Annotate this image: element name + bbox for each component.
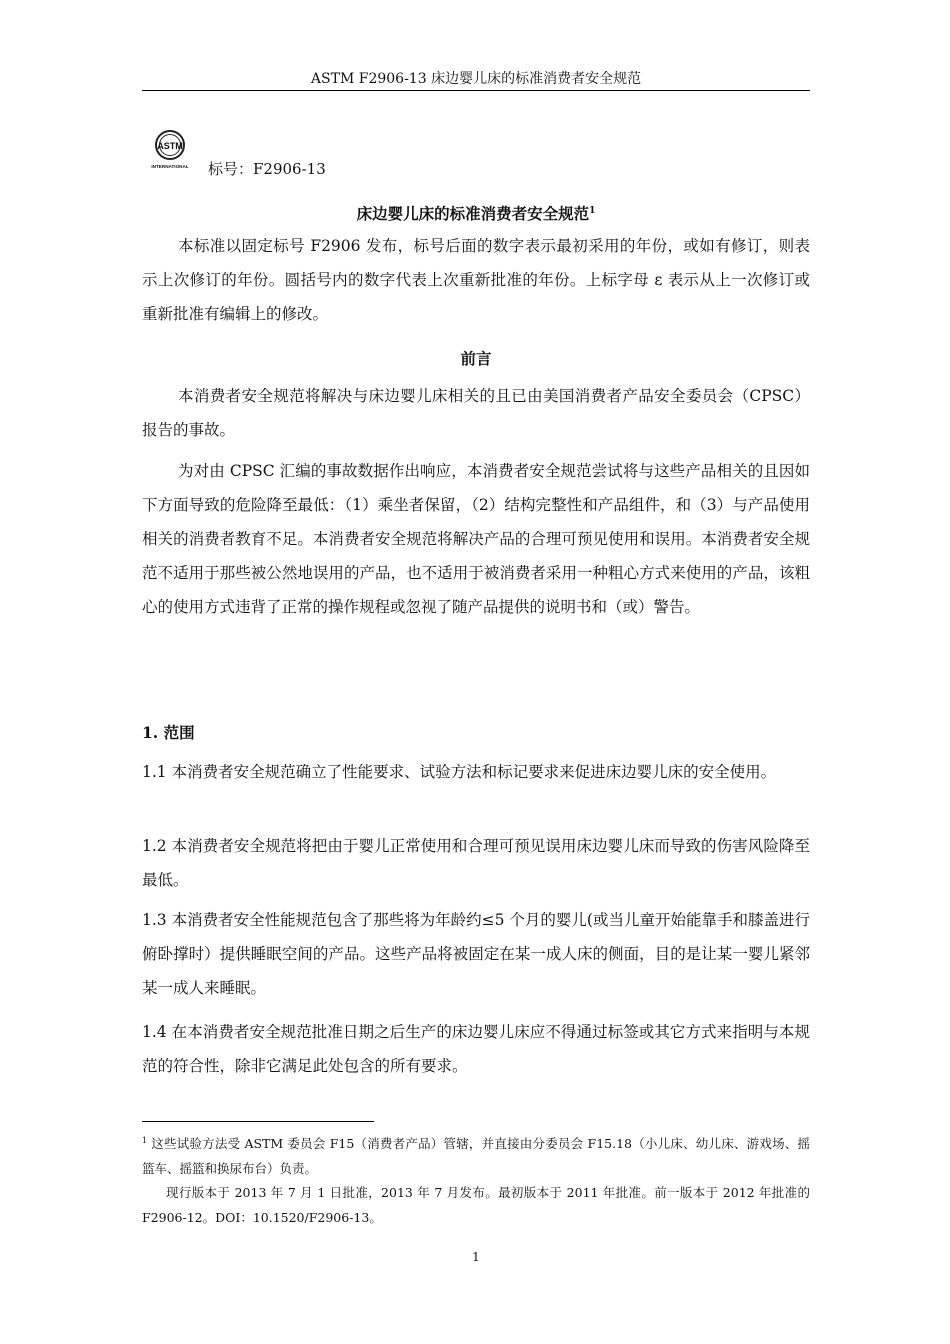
scope-item-1-2: 1.2 本消费者安全规范将把由于婴儿正常使用和合理可预见误用床边婴儿床而导致的伤害风险降至最低。 xyxy=(142,837,810,889)
scope-item-1-3: 1.3 本消费者安全性能规范包含了那些将为年龄约≤5 个月的婴儿(或当儿童开始能靠手和膝盖进行俯卧撑时）提供睡眠空间的产品。这些产品将被固定在某一成人床的侧面，目的是让某一婴儿紧邻某一成人来睡眠。 xyxy=(142,911,810,997)
foreword-paragraph-1: 本消费者安全规范将解决与床边婴儿床相关的且已由美国消费者产品安全委员会（CPSC）报告的事故。 xyxy=(142,387,810,439)
footnote-2: 现行版本于 2013 年 7 月 1 日批准，2013 年 7 月发布。最初版本于 2011 年批准。前一版本于 2012 年批准的 F2906-12。DOI：10.1520/F2906-13。 xyxy=(142,1185,810,1225)
title-text: 床边婴儿床的标准消费者安全规范 xyxy=(356,204,590,223)
header-rule xyxy=(142,90,810,91)
footnote-1-text: 这些试验方法受 ASTM 委员会 F15（消费者产品）管辖，并直接由分委员会 F15.18（小儿床、幼儿床、游戏场、摇篮车、摇篮和换尿布台）负责。 xyxy=(142,1136,810,1177)
title-footnote-mark: 1 xyxy=(589,205,596,216)
document-title xyxy=(142,202,810,224)
svg-text:INTERNATIONAL: INTERNATIONAL xyxy=(151,164,189,169)
scope-item-1-4: 1.4 在本消费者安全规范批准日期之后生产的床边婴儿床应不得通过标签或其它方式来指明与本规范的符合性，除非它满足此处包含的所有要求。 xyxy=(142,1023,810,1075)
foreword-paragraph-2: 为对由 CPSC 汇编的事故数据作出响应，本消费者安全规范尝试将与这些产品相关的且因如下方面导致的危险降至最低：（1）乘坐者保留，（2）结构完整性和产品组件，和（3）与产品使用相关的消费者教育不足。本消费者安全规范将解决产品的合理可预见使用和误用。本消费者安全规范不适用于那些被公然地误用的产品，也不适用于被消费者采用一种粗心方式来使用的产品，该粗心的使用方式违背了正常的操作规程或忽视了随产品提供的说明书和（或）警告。 xyxy=(142,462,810,616)
designation: 标号：F2906-13 xyxy=(208,160,326,178)
footnote-mark: 1 xyxy=(142,1136,148,1145)
running-header: ASTM F2906-13 床边婴儿床的标准消费者安全规范 xyxy=(310,71,642,87)
foreword-heading: 前言 xyxy=(460,349,492,368)
scope-item-1-1: 1.1 本消费者安全规范确立了性能要求、试验方法和标记要求来促进床边婴儿床的安全使用。 xyxy=(142,763,777,781)
footnote-1 xyxy=(142,1128,810,1181)
intro-paragraph: 本标准以固定标号 F2906 发布，标号后面的数字表示最初采用的年份，或如有修订，则表示上次修订的年份。圆括号内的数字代表上次重新批准的年份。上标字母 ε 表示从上一次修订或重新批准有编辑上的修改。 xyxy=(142,237,810,323)
footnote-rule xyxy=(142,1121,374,1122)
svg-text:ASTM: ASTM xyxy=(157,141,183,151)
astm-logo xyxy=(148,128,192,172)
page-number: 1 xyxy=(472,1250,480,1264)
scope-heading: 1. 范围 xyxy=(142,723,195,742)
